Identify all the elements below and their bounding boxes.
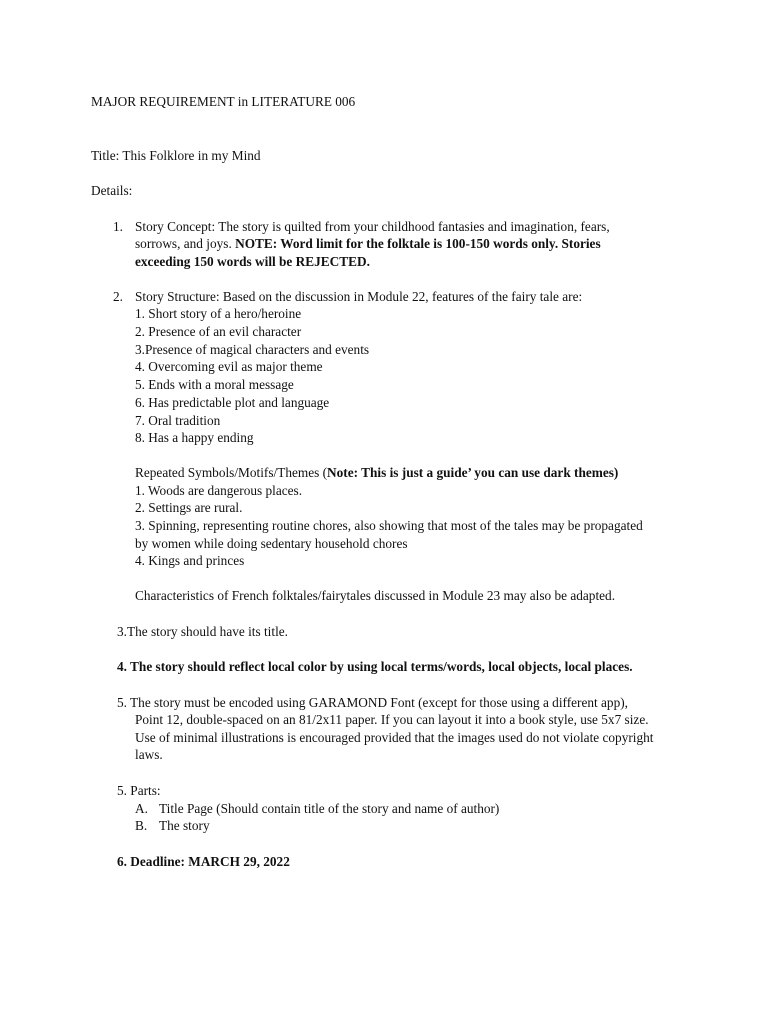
feature-item: 4. Overcoming evil as major theme: [135, 359, 323, 374]
motifs-heading: [135, 464, 618, 482]
feature-item: 8. Has a happy ending: [135, 430, 254, 445]
motifs-guide-note: Note: This is just a guide’ you can use dark themes): [327, 465, 619, 480]
item-5-line-4: laws.: [135, 747, 163, 762]
motif-item: 1. Woods are dangerous places.: [135, 483, 303, 498]
feature-item: 6. Has predictable plot and language: [135, 395, 330, 410]
deadline: 6. Deadline: MARCH 29, 2022: [117, 854, 290, 869]
item-1-line-2-plain: sorrows, and joys.: [135, 236, 236, 251]
part-b-text: The story: [159, 818, 210, 833]
motif-item: 4. Kings and princes: [135, 553, 245, 568]
feature-item: 2. Presence of an evil character: [135, 324, 302, 339]
item-1-word-limit-note: NOTE: Word limit for the folktale is 100-150 words only. Stories: [235, 236, 601, 251]
item-1-line-1: Story Concept: The story is quilted from your childhood fantasies and imagination, fears,: [135, 219, 610, 234]
item-5-line-1: 5. The story must be encoded using GARAMOND Font (except for those using a different app),: [117, 695, 628, 710]
item-1-rejection-note: exceeding 150 words will be REJECTED.: [135, 254, 370, 269]
feature-item: 3.Presence of magical characters and events: [135, 342, 370, 357]
motif-item-continued: by women while doing sedentary household chores: [135, 536, 408, 551]
motifs-heading-plain: Repeated Symbols/Motifs/Themes (: [135, 465, 328, 480]
feature-item: 1. Short story of a hero/heroine: [135, 306, 302, 321]
item-1-line-2: [135, 235, 601, 253]
feature-item: 7. Oral tradition: [135, 413, 221, 428]
motif-item: 3. Spinning, representing routine chores, also showing that most of the tales may be propagated: [135, 518, 643, 533]
document-heading: MAJOR REQUIREMENT in LITERATURE 006: [91, 94, 356, 109]
details-label: Details:: [91, 183, 133, 198]
motif-item: 2. Settings are rural.: [135, 500, 243, 515]
feature-item: 5. Ends with a moral message: [135, 377, 294, 392]
item-5-line-2: Point 12, double-spaced on an 81/2x11 paper. If you can layout it into a book style, use 5x7 size.: [135, 712, 649, 727]
item-5-line-3: Use of minimal illustrations is encouraged provided that the images used do not violate copyright: [135, 730, 654, 745]
item-4-local-color: 4. The story should reflect local color by using local terms/words, local objects, local places.: [117, 659, 633, 674]
parts-label: 5. Parts:: [117, 783, 161, 798]
story-title-line: Title: This Folklore in my Mind: [91, 148, 261, 163]
item-3: 3.The story should have its title.: [117, 624, 288, 639]
item-1-number: 1.: [113, 219, 123, 234]
part-a-text: Title Page (Should contain title of the story and name of author): [159, 801, 500, 816]
part-a-letter: A.: [135, 801, 148, 816]
item-2-number: 2.: [113, 289, 123, 304]
french-folktales-note: Characteristics of French folktales/fairytales discussed in Module 23 may also be adapted.: [135, 588, 616, 603]
part-b-letter: B.: [135, 818, 148, 833]
item-2-intro: Story Structure: Based on the discussion in Module 22, features of the fairy tale are:: [135, 289, 583, 304]
